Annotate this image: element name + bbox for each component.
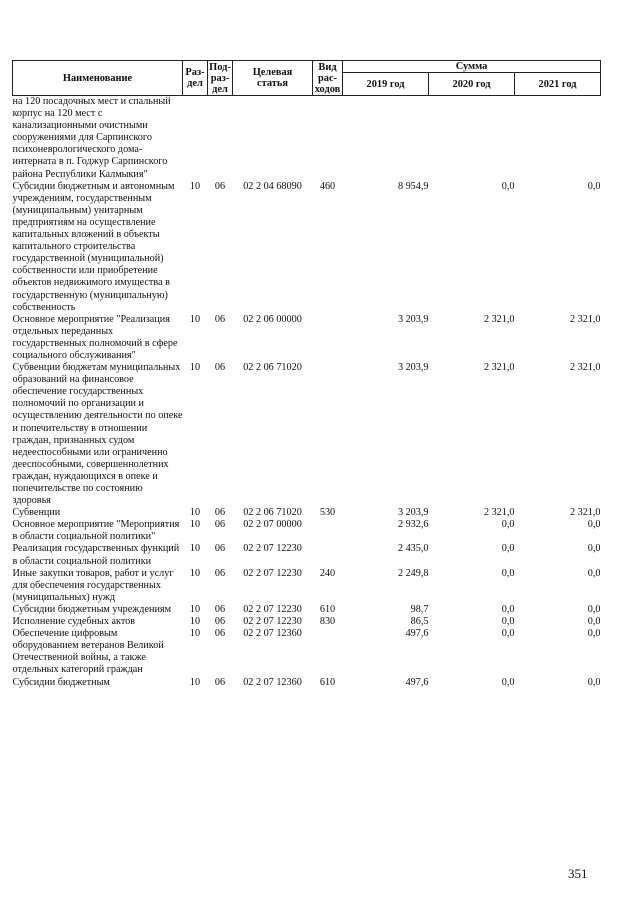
- cell-razdel: 10: [189, 616, 201, 628]
- cell-vid-rashodov: 610: [319, 603, 336, 615]
- cell-name: Субсидии бюджетным и автономным учреждениям, государственным (муниципальным) унитарным предприятиям на осуществление капитальных вложений в объекты капитального строительства государственной (муниципальной) собственности или приобретение объектов недвижимого имущества в государственную (муниципальную) собственность: [12, 180, 175, 313]
- table-header: [13, 61, 601, 96]
- cell-vid-rashodov: 530: [319, 507, 336, 519]
- header-year-2021: 2021 год: [515, 73, 601, 96]
- cell-sum-2021: 2 321,0: [569, 507, 601, 519]
- cell-podrazdel: 06: [214, 567, 226, 579]
- cell-celevaya-statya: 02 2 06 71020: [243, 507, 302, 519]
- cell-name: Субвенции: [12, 507, 61, 519]
- cell-celevaya-statya: 02 2 07 12360: [243, 676, 302, 688]
- cell-celevaya-statya: 02 2 07 12360: [243, 628, 302, 640]
- cell-razdel: 10: [189, 519, 201, 531]
- cell-vid-rashodov: 610: [319, 676, 336, 688]
- table-row: [13, 519, 601, 543]
- table-row: [13, 96, 601, 181]
- cell-sum-2019: 497,6: [405, 676, 429, 688]
- cell-sum-2019: 98,7: [410, 603, 429, 615]
- cell-sum-2021: 2 321,0: [569, 362, 601, 374]
- header-podrazdel: Под- раз- дел: [209, 61, 231, 95]
- cell-sum-2020: [429, 96, 515, 181]
- cell-name: Основное мероприятие "Реализация отдельных переданных государственных полномочий в сфере социального обслуживания": [12, 313, 178, 361]
- cell-sum-2021: 0,0: [587, 543, 601, 555]
- cell-sum-2019: 2 932,6: [397, 519, 429, 531]
- cell-sum-2019: 3 203,9: [397, 507, 429, 519]
- cell-vid-rashodov: [313, 362, 343, 507]
- cell-name: Субсидии бюджетным: [12, 676, 110, 688]
- budget-table: [12, 60, 601, 689]
- cell-vid-rashodov: 240: [319, 567, 336, 579]
- cell-sum-2019: 3 203,9: [397, 313, 429, 325]
- cell-podrazdel: 06: [214, 628, 226, 640]
- cell-celevaya-statya: 02 2 06 71020: [243, 362, 302, 374]
- table-row: [13, 543, 601, 567]
- cell-sum-2020: 2 321,0: [483, 362, 515, 374]
- cell-name: Исполнение судебных актов: [12, 616, 136, 628]
- table-row: [13, 616, 601, 628]
- cell-celevaya-statya: 02 2 07 12230: [243, 543, 302, 555]
- cell-razdel: 10: [189, 362, 201, 374]
- cell-celevaya-statya: 02 2 07 12230: [243, 567, 302, 579]
- table-row: [13, 604, 601, 616]
- cell-sum-2020: 0,0: [501, 567, 515, 579]
- table-body: [13, 96, 601, 689]
- cell-podrazdel: 06: [214, 543, 226, 555]
- header-year-2019: 2019 год: [343, 73, 429, 96]
- table-row: [13, 568, 601, 604]
- cell-razdel: [183, 96, 208, 181]
- cell-sum-2020: 0,0: [501, 519, 515, 531]
- cell-sum-2019: 3 203,9: [397, 362, 429, 374]
- table-row: [13, 362, 601, 507]
- header-name: Наименование: [13, 61, 183, 96]
- cell-razdel: 10: [189, 628, 201, 640]
- cell-podrazdel: 06: [214, 603, 226, 615]
- cell-vid-rashodov: [313, 96, 343, 181]
- cell-podrazdel: 06: [214, 362, 226, 374]
- header-celevaya-statya: Целевая статья: [233, 61, 313, 96]
- header-year-2020: 2020 год: [429, 73, 515, 96]
- cell-sum-2021: 2 321,0: [569, 313, 601, 325]
- cell-vid-rashodov: 830: [319, 616, 336, 628]
- cell-celevaya-statya: 02 2 07 12230: [243, 603, 302, 615]
- cell-name: Обеспечение цифровым оборудованием ветеранов Великой Отечественной войны, а также отдельных категорий граждан: [12, 628, 164, 676]
- cell-podrazdel: 06: [214, 676, 226, 688]
- cell-sum-2021: 0,0: [587, 616, 601, 628]
- cell-sum-2019: 497,6: [405, 628, 429, 640]
- cell-celevaya-statya: 02 2 04 68090: [243, 180, 302, 192]
- cell-name: Субвенции бюджетам муниципальных образований на финансовое обеспечение государственных полномочий по организации и осуществлению деятельности по опеке и попечительству в отношении граждан, признанных судом недееспособными или ограниченно дееспособными, совершеннолетних граждан, нуждающихся в опеке и попечительстве по состоянию здоровья: [12, 362, 183, 507]
- cell-vid-rashodov: [313, 519, 343, 543]
- cell-razdel: 10: [189, 543, 201, 555]
- table-row: [13, 181, 601, 314]
- cell-vid-rashodov: 460: [319, 180, 336, 192]
- cell-sum-2021: 0,0: [587, 676, 601, 688]
- cell-podrazdel: 06: [214, 180, 226, 192]
- header-summa: Сумма: [343, 61, 601, 73]
- cell-sum-2020: 0,0: [501, 616, 515, 628]
- cell-razdel: 10: [189, 313, 201, 325]
- cell-celevaya-statya: [233, 96, 313, 181]
- cell-name: Субсидии бюджетным учреждениям: [12, 603, 172, 615]
- cell-sum-2021: 0,0: [587, 519, 601, 531]
- cell-celevaya-statya: 02 2 06 00000: [243, 313, 302, 325]
- table-row: [13, 628, 601, 676]
- page-number: 351: [568, 866, 588, 881]
- cell-sum-2020: 0,0: [501, 603, 515, 615]
- cell-sum-2020: 0,0: [501, 180, 515, 192]
- header-vid-rashodov: Вид рас- ходов: [313, 61, 343, 96]
- cell-name: Основное мероприятие "Мероприятия в области социальной политики": [12, 519, 180, 543]
- cell-razdel: 10: [189, 676, 201, 688]
- cell-sum-2019: 86,5: [410, 616, 429, 628]
- cell-vid-rashodov: [313, 628, 343, 676]
- cell-sum-2021: 0,0: [587, 567, 601, 579]
- table-row: [13, 314, 601, 362]
- cell-sum-2021: 0,0: [587, 603, 601, 615]
- cell-podrazdel: 06: [214, 519, 226, 531]
- cell-podrazdel: 06: [214, 313, 226, 325]
- cell-sum-2020: 2 321,0: [483, 313, 515, 325]
- cell-name: Реализация государственных функций в области социальной политики: [12, 543, 180, 567]
- cell-sum-2019: 2 435,0: [397, 543, 429, 555]
- cell-sum-2020: 0,0: [501, 676, 515, 688]
- cell-sum-2019: 2 249,8: [397, 567, 429, 579]
- cell-celevaya-statya: 02 2 07 12230: [243, 616, 302, 628]
- cell-celevaya-statya: 02 2 07 00000: [243, 519, 302, 531]
- cell-razdel: 10: [189, 507, 201, 519]
- cell-sum-2021: 0,0: [587, 628, 601, 640]
- cell-sum-2020: 0,0: [501, 543, 515, 555]
- cell-sum-2019: 8 954,9: [397, 180, 429, 192]
- table-row: [13, 507, 601, 519]
- cell-podrazdel: [208, 96, 233, 181]
- cell-sum-2020: 0,0: [501, 628, 515, 640]
- table-row: [13, 677, 601, 689]
- header-razdel: Раз- дел: [183, 61, 208, 96]
- cell-vid-rashodov: [313, 543, 343, 567]
- cell-podrazdel: 06: [214, 507, 226, 519]
- cell-sum-2019: [343, 96, 429, 181]
- cell-vid-rashodov: [313, 314, 343, 362]
- cell-podrazdel: 06: [214, 616, 226, 628]
- cell-name: на 120 посадочных мест и спальный корпус на 120 мест с канализационными очистными сооружениями для Сарпинского психоневрологического дома-интерната в п. Годжур Сарпинского района Республики Калмыкия": [12, 96, 171, 180]
- cell-razdel: 10: [189, 180, 201, 192]
- cell-razdel: 10: [189, 567, 201, 579]
- cell-sum-2021: 0,0: [587, 180, 601, 192]
- cell-name: Иные закупки товаров, работ и услуг для обеспечения государственных (муниципальных) нужд: [12, 567, 174, 603]
- cell-sum-2020: 2 321,0: [483, 507, 515, 519]
- cell-sum-2021: [515, 96, 601, 181]
- cell-razdel: 10: [189, 603, 201, 615]
